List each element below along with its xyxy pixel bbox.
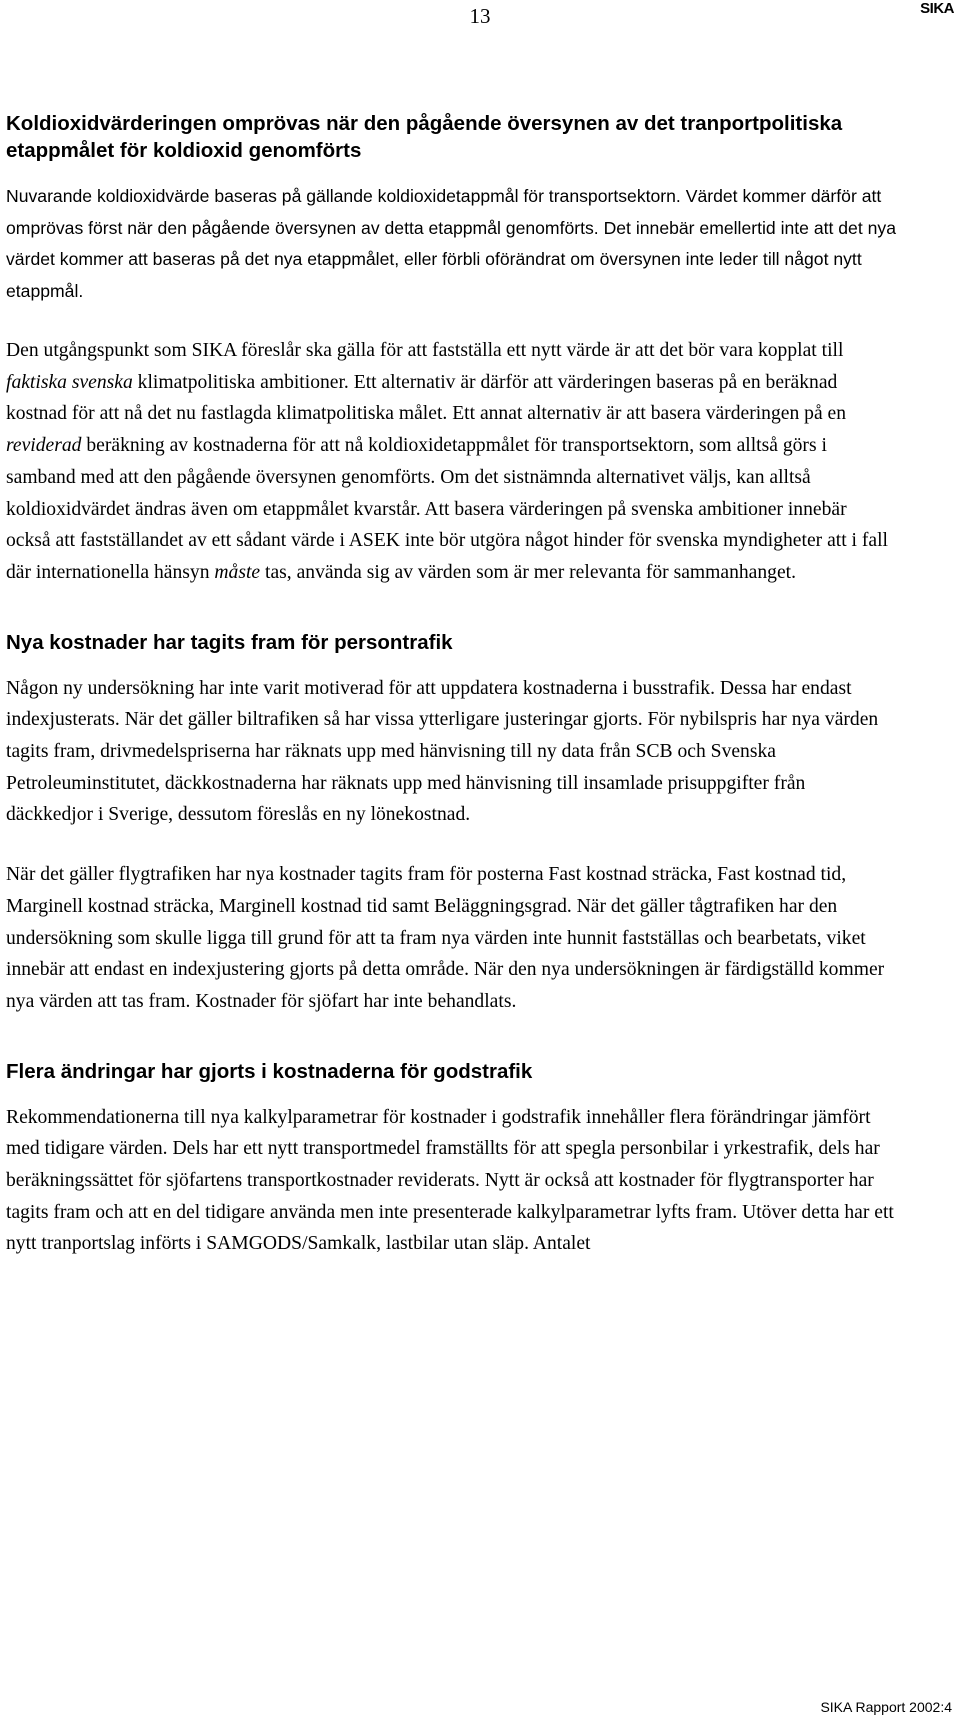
text-run: Rekommendationerna till nya kalkylparametrar för kostnader i godstrafik innehåller flera förändringar jämfört med tidigare värden. Dels har ett nytt transportmedel framställts för att spegla personbilar i yrkestrafik, dels har beräkningssättet för sjöfartens transportkostnader reviderats. Nytt är också att kostnader för flygtransporter har tagits fram och att en del tidigare använda men inte presenterade kalkylparametrar lyfts fram. Utöver detta har ett nytt tranportslag införts i SAMGODS/Samkalk, lastbilar utan släp. Antalet xyxy=(6,1106,894,1255)
paragraph xyxy=(6,181,896,307)
emphasized-text: faktiska svenska xyxy=(6,371,133,393)
text-run: tas, använda sig av värden som är mer relevanta för sammanhanget. xyxy=(260,561,797,583)
emphasized-text: reviderad xyxy=(6,435,82,457)
document-body xyxy=(6,70,896,1288)
section-koldioxid xyxy=(6,110,896,589)
text-run: Nuvarande koldioxidvärde baseras på gällande koldioxidetappmål för transportsektorn. Värdet kommer därför att omprövas först när den pågående översynen av detta etappmål genomförts. Det innebär emellertid inte att det nya värdet kommer att baseras på det nya etappmålet, eller förbli oförändrat om översynen inte leder till något nytt etappmål. xyxy=(6,186,896,301)
page-number: 13 xyxy=(469,4,491,28)
brand-logo-text: SIKA xyxy=(920,0,954,17)
section-heading: Nya kostnader har tagits fram för persontrafik xyxy=(6,630,453,654)
paragraph xyxy=(6,335,896,589)
text-run: Den utgångspunkt som SIKA föreslår ska gälla för att fastställa ett nytt värde är att det bör vara kopplat till xyxy=(6,340,844,361)
section-godstrafik xyxy=(6,1058,896,1261)
section-persontrafik xyxy=(6,629,896,1018)
text-run: klimatpolitiska ambitioner. Ett alternativ är därför att värderingen baseras på en beräknad kostnad för att nå det nu fastlagda klimatpolitiska målet. Ett annat alternativ är att basera värderingen på en xyxy=(6,371,847,425)
text-run: När det gäller flygtrafiken har nya kostnader tagits fram för posterna Fast kostnad sträcka, Fast kostnad tid, Marginell kostnad sträcka, Marginell kostnad tid samt Beläggningsgrad. När det gäller tågtrafiken har den undersökning som skulle ligga till grund för att ta fram nya värden inte hunnit fastställas och bearbetats, viket innebär att endast en indexjustering gjorts på detta område. När den nya undersökningen är färdigställd kommer nya värden att tas fram. Kostnader för sjöfart har inte behandlats. xyxy=(6,864,885,1012)
text-run: Någon ny undersökning har inte varit motiverad för att uppdatera kostnaderna i busstrafik. Dessa har endast indexjusterats. När det gäller biltrafiken så har vissa ytterligare justeringar gjorts. För nybilspris har nya värden tagits fram, drivmedelspriserna har räknats upp med hänvisning till ny data från SCB och Svenska Petroleuminstitutet, däckkostnaderna har räknats upp med hänvisning till insamlade prisuppgifter från däckkedjor i Sverige, dessutom föreslås en ny lönekostnad. xyxy=(6,677,879,826)
paragraph xyxy=(6,859,896,1018)
section-heading: Koldioxidvärderingen omprövas när den pågående översynen av det tranportpolitiska etappmålet för koldioxid genomförts xyxy=(6,112,843,162)
emphasized-text: måste xyxy=(214,561,261,583)
text-run: beräkning av kostnaderna för att nå koldioxidetappmålet för transportsektorn, som alltså görs i samband med att den pågående översynen genomförts. Om det sistnämnda alternativet väljs, kan alltså koldioxidvärdet ändras även om etappmålet kvarstår. Att basera värderingen på svenska ambitioner innebär också att fastställandet av ett sådant värde i ASEK inte bör utgöra något hinder för svenska myndigheter att i fall där internationella hänsyn xyxy=(6,435,889,583)
page-footer: SIKA Rapport 2002:4 xyxy=(820,1699,952,1715)
paragraph xyxy=(6,1102,896,1261)
paragraph xyxy=(6,673,896,832)
section-heading: Flera ändringar har gjorts i kostnaderna för godstrafik xyxy=(6,1059,533,1083)
